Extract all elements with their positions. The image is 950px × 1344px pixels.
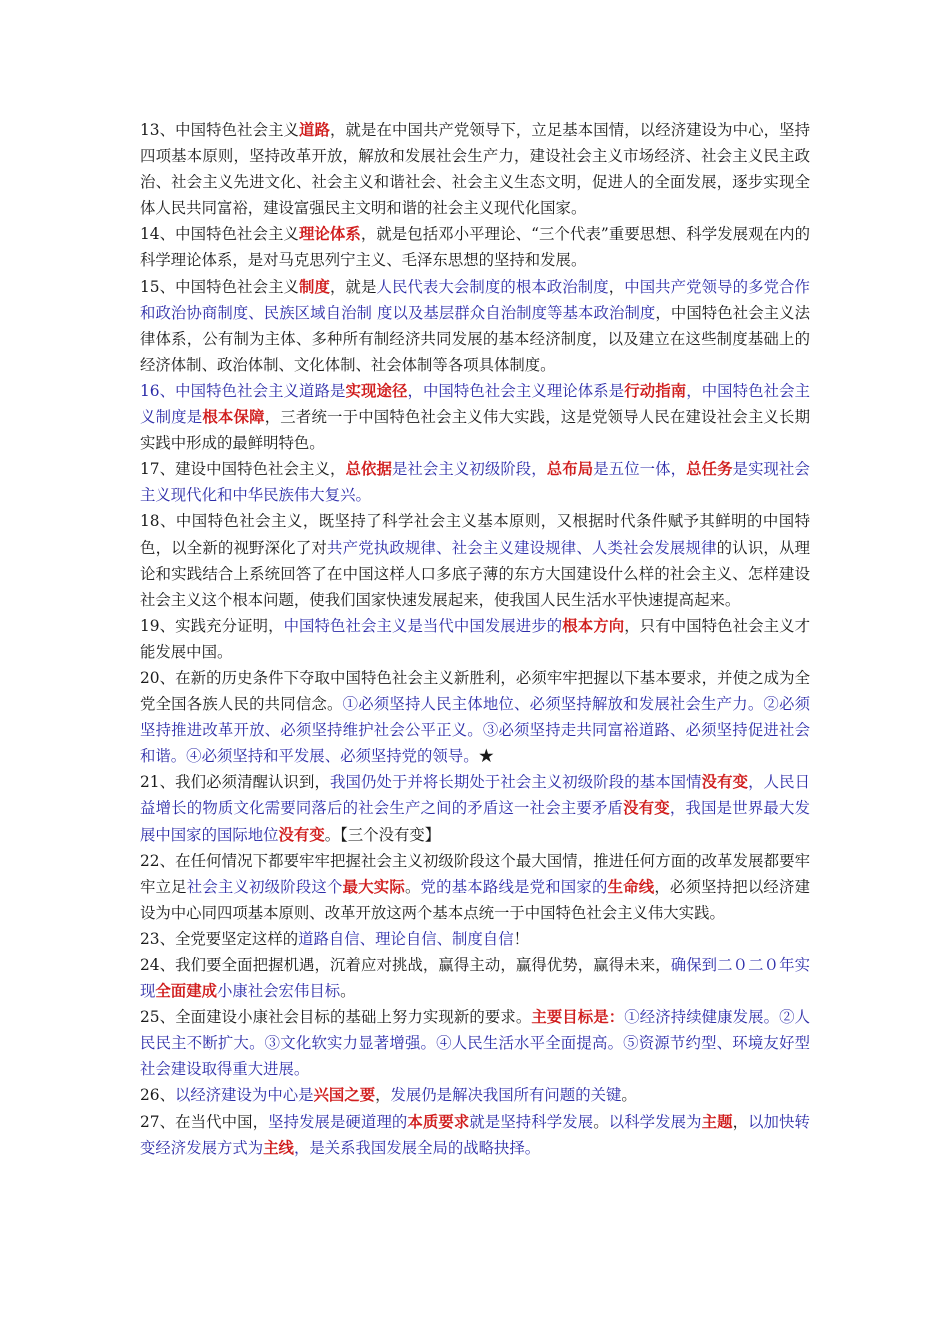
emphasis-red-text: 制度 [299,277,331,296]
body-text: 17、建设中国特色社会主义， [140,460,346,479]
emphasis-red-text: 没有变 [623,799,670,818]
emphasis-blue-text: ①必须坚持人民主体地位、必须坚持解放和发展社会生产力。②必须坚持推进改革开放、必须坚持维护社会公平正义。③必须坚持走共同富裕道路、必须坚持促进社会和谐。④必须坚持和平发展、必须坚持党的领导。 [140,695,810,766]
emphasis-red-text: 主题 [701,1112,733,1131]
emphasis-red-text: 主要目标是： [531,1008,625,1027]
body-text: ， [608,277,625,296]
body-text: ，只有中国特色社会主义才能发展中国。 [140,616,810,661]
body-text: ，就是 [330,277,377,296]
emphasis-blue-text: ，中国特色社会主义理论体系是 [407,381,625,400]
body-text: 。 [593,1112,609,1131]
emphasis-blue-text: 人民代表大会制度的根本政治制度 [376,277,609,296]
body-text: 。 [404,877,421,896]
paragraph-20 [140,665,810,769]
body-text: 25、全面建设小康社会目标的基础上努力实现新的要求。 [140,1008,532,1027]
emphasis-blue-text: 以科学发展为 [608,1112,702,1131]
paragraph-27 [140,1109,810,1161]
emphasis-red-text: 道路 [299,121,331,139]
body-text: 。 [340,982,356,1001]
emphasis-blue-text: 中国共产党领导的多党合作和政治协商制度、民族区域自治制 度以及基层群众自治制度等基本政治制度 [140,277,810,322]
emphasis-blue-text: 确保到二０二０年实现 [140,956,810,1001]
body-text: 26、 [140,1086,175,1105]
body-text: 21、我们必须清醒认识到， [140,773,331,792]
emphasis-red-text: 兴国之要 [313,1086,376,1105]
emphasis-red-text: 总布局 [546,460,594,479]
paragraph-26 [140,1082,810,1108]
emphasis-blue-text: ，中国特色社会主义制度是 [140,381,810,427]
emphasis-red-text: 主线 [263,1138,294,1157]
body-text: 23、全党要坚定这样的 [140,929,299,948]
body-text: 18、中国特色社会主义，既坚持了科学社会主义基本原则，又根据时代条件赋予其鲜明的中国特色，以全新的视野深化了对 [140,512,810,557]
paragraph-25 [140,1004,810,1082]
body-text: ， [375,1086,391,1105]
emphasis-red-text: 没有变 [278,825,325,844]
body-text: 20、在新的历史条件下夺取中国特色社会主义新胜利，必须牢牢把握以下基本要求，并使之成为全党全国各族人民的共同信念。 [140,668,810,714]
body-text: ， [732,1112,749,1131]
paragraph-16 [140,378,810,456]
emphasis-blue-text: ，我国是世界最大发展中国家的国际地位 [140,799,810,844]
emphasis-blue-text: 道路自信、理论自信、制度自信 [298,929,514,948]
body-text: 的认识，从理论和实践结合上系统回答了在中国这样人口多底子薄的东方大国建设什么样的社会主义、怎样建设社会主义这个根本问题，使我们国家快速发展起来，使我国人民生活水平快速提高起来。 [140,538,810,609]
emphasis-blue-text: 我国仍处于并将长期处于社会主义初级阶段的基本国情 [330,773,702,792]
emphasis-red-text: 总依据 [345,460,392,479]
emphasis-blue-text: 是实现社会主义现代化和中华民族伟大复兴。 [140,460,810,505]
document-body [140,117,810,1161]
emphasis-blue-text: 以经济建设为中心是 [174,1086,314,1105]
emphasis-red-text: 最大实际 [342,877,405,896]
paragraph-14 [140,221,810,273]
body-text: 22、在任何情况下都要牢牢把握社会主义初级阶段这个最大国情，推进任何方面的改革发展都要牢牢立足 [140,851,810,896]
paragraph-13 [140,117,810,221]
body-text: 27、在当代中国， [140,1112,269,1131]
emphasis-blue-text: 坚持发展是硬道理的 [268,1112,408,1131]
emphasis-blue-text: 党的基本路线是党和国家的 [420,877,608,896]
emphasis-red-text: 理论体系 [298,225,361,244]
body-text: 。 [621,1086,637,1105]
body-text: ★ [478,747,495,766]
emphasis-red-text: 本质要求 [407,1112,470,1131]
paragraph-17 [140,456,810,508]
emphasis-blue-text: 社会主义初级阶段这个 [186,877,343,896]
emphasis-red-text: 根本方向 [562,616,625,635]
emphasis-blue-text: 是社会主义初级阶段， [391,460,547,479]
emphasis-red-text: 实现途径 [345,381,408,400]
emphasis-blue-text: 发展仍是解决我国所有问题的关键 [390,1086,622,1105]
emphasis-red-text: 生命线 [607,877,655,896]
emphasis-blue-text: 小康社会宏伟目标 [216,982,341,1001]
body-text: ，就是在中国共产党领导下，立足基本国情，以经济建设为中心，坚持四项基本原则，坚持改革开放，解放和发展社会生产力，建设社会主义市场经济、社会主义民主政治、社会主义先进文化、社会主义和谐社会、社会主义生态文明，促进人的全面发展，逐步实现全体人民共同富裕，建设富强民主文明和谐的社会主义现代化国家。 [140,121,810,218]
body-text: ，就是包括邓小平理论、“三个代表”重要思想、科学发展观在内的科学理论体系，是对马克思列宁主义、毛泽东思想的坚持和发展。 [140,225,810,270]
body-text: ，必须坚持把以经济建设为中心同四项基本原则、改革开放这两个基本点统一于中国特色社会主义伟大实践。 [140,877,810,922]
paragraph-19 [140,613,810,665]
body-text: 13、中国特色社会主义 [140,121,300,139]
emphasis-red-text: 没有变 [701,773,749,792]
emphasis-blue-text: ①经济持续健康发展。②人民民主不断扩大。③文化软实力显著增强。④人民生活水平全面提高。⑤资源节约型、环境友好型社会建设取得重大进展。 [140,1008,810,1079]
emphasis-blue-text: ，是关系我国发展全局的战略抉择。 [293,1138,541,1157]
body-text: 14、中国特色社会主义 [140,225,299,244]
emphasis-red-text: 根本保障 [202,408,265,427]
paragraph-21 [140,769,810,847]
emphasis-red-text: 总任务 [686,460,733,479]
paragraph-22 [140,848,810,926]
emphasis-blue-text: 就是坚持科学发展 [469,1112,594,1131]
paragraph-18 [140,508,810,612]
paragraph-15 [140,274,810,378]
emphasis-blue-text: 共产党执政规律、社会主义建设规律、人类社会发展规律 [327,538,717,557]
body-text: ！ [513,929,529,948]
emphasis-blue-text: 是五位一体， [593,460,687,479]
body-text: 15、中国特色社会主义 [140,277,300,296]
paragraph-23 [140,926,810,952]
body-text: ，中国特色社会主义法律体系，公有制为主体、多种所有制经济共同发展的基本经济制度，以及建立在这些制度基础上的经济体制、政治体制、文化体制、社会体制等各项具体制度。 [140,303,810,374]
emphasis-blue-text: 以加快转变经济发展方式为 [140,1112,810,1157]
body-text: 。【三个没有变】 [324,825,441,844]
emphasis-blue-text: 中国特色社会主义是当代中国发展进步的 [283,616,563,635]
emphasis-red-text: 全面建成 [155,982,217,1001]
body-text: 24、我们要全面把握机遇，沉着应对挑战，赢得主动，赢得优势，赢得未来， [140,956,671,974]
emphasis-blue-text: ，人民日益增长的物质文化需要同落后的社会生产之间的矛盾这一社会主要矛盾 [140,773,810,818]
emphasis-red-text: 行动指南 [624,381,687,400]
emphasis-blue-text: 16、中国特色社会主义道路是 [140,381,346,400]
body-text: 19、实践充分证明， [140,616,284,635]
body-text: ，三者统一于中国特色社会主义伟大实践，这是党领导人民在建设社会主义长期实践中形成的最鲜明特色。 [140,408,810,453]
paragraph-24 [140,952,810,1004]
